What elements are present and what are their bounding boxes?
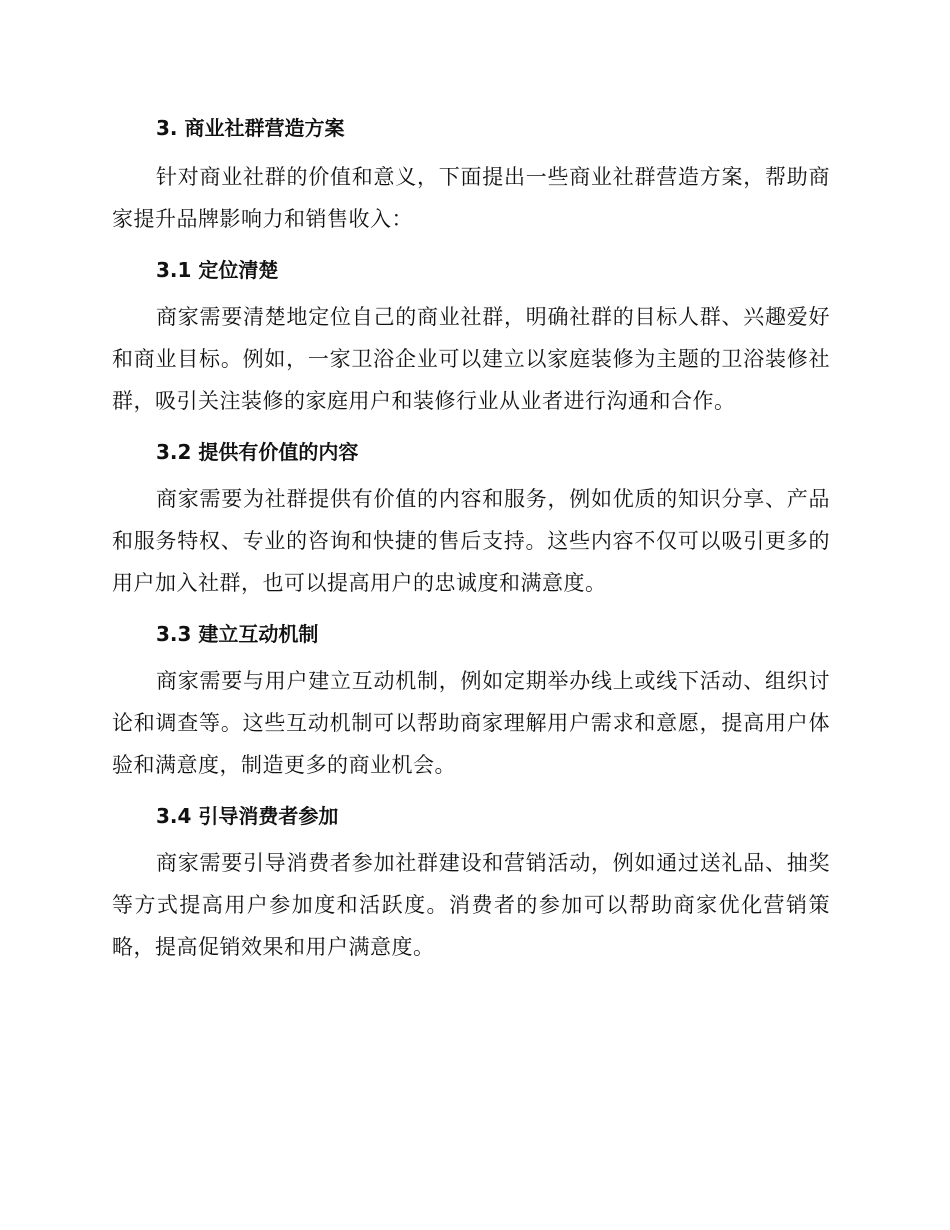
subsection-heading-3-1: 3.1 定位清楚 [156,258,279,282]
section-title: 3. 商业社群营造方案 [156,116,345,140]
subsection-body-3-2: 商家需要为社群提供有价值的内容和服务，例如优质的知识分享、产品和服务特权、专业的咨询和快捷的售后支持。这些内容不仅可以吸引更多的用户加入社群，也可以提高用户的忠诚度和满意度。 [112,487,830,595]
subsection-heading-3-2: 3.2 提供有价值的内容 [156,440,359,464]
document-body [112,108,830,968]
subsection-heading-3-3: 3.3 建立互动机制 [156,622,319,646]
subsection-body-3-4: 商家需要引导消费者参加社群建设和营销活动，例如通过送礼品、抽奖等方式提高用户参加度和活跃度。消费者的参加可以帮助商家优化营销策略，提高促销效果和用户满意度。 [112,851,830,959]
intro-paragraph: 针对商业社群的价值和意义，下面提出一些商业社群营造方案，帮助商家提升品牌影响力和销售收入： [112,165,830,231]
subsection-body-3-3: 商家需要与用户建立互动机制，例如定期举办线上或线下活动、组织讨论和调查等。这些互动机制可以帮助商家理解用户需求和意愿，提高用户体验和满意度，制造更多的商业机会。 [112,669,830,777]
subsection-body-3-1: 商家需要清楚地定位自己的商业社群，明确社群的目标人群、兴趣爱好和商业目标。例如，一家卫浴企业可以建立以家庭装修为主题的卫浴装修社群，吸引关注装修的家庭用户和装修行业从业者进行沟通和合作。 [112,305,830,413]
subsection-heading-3-4: 3.4 引导消费者参加 [156,804,339,828]
